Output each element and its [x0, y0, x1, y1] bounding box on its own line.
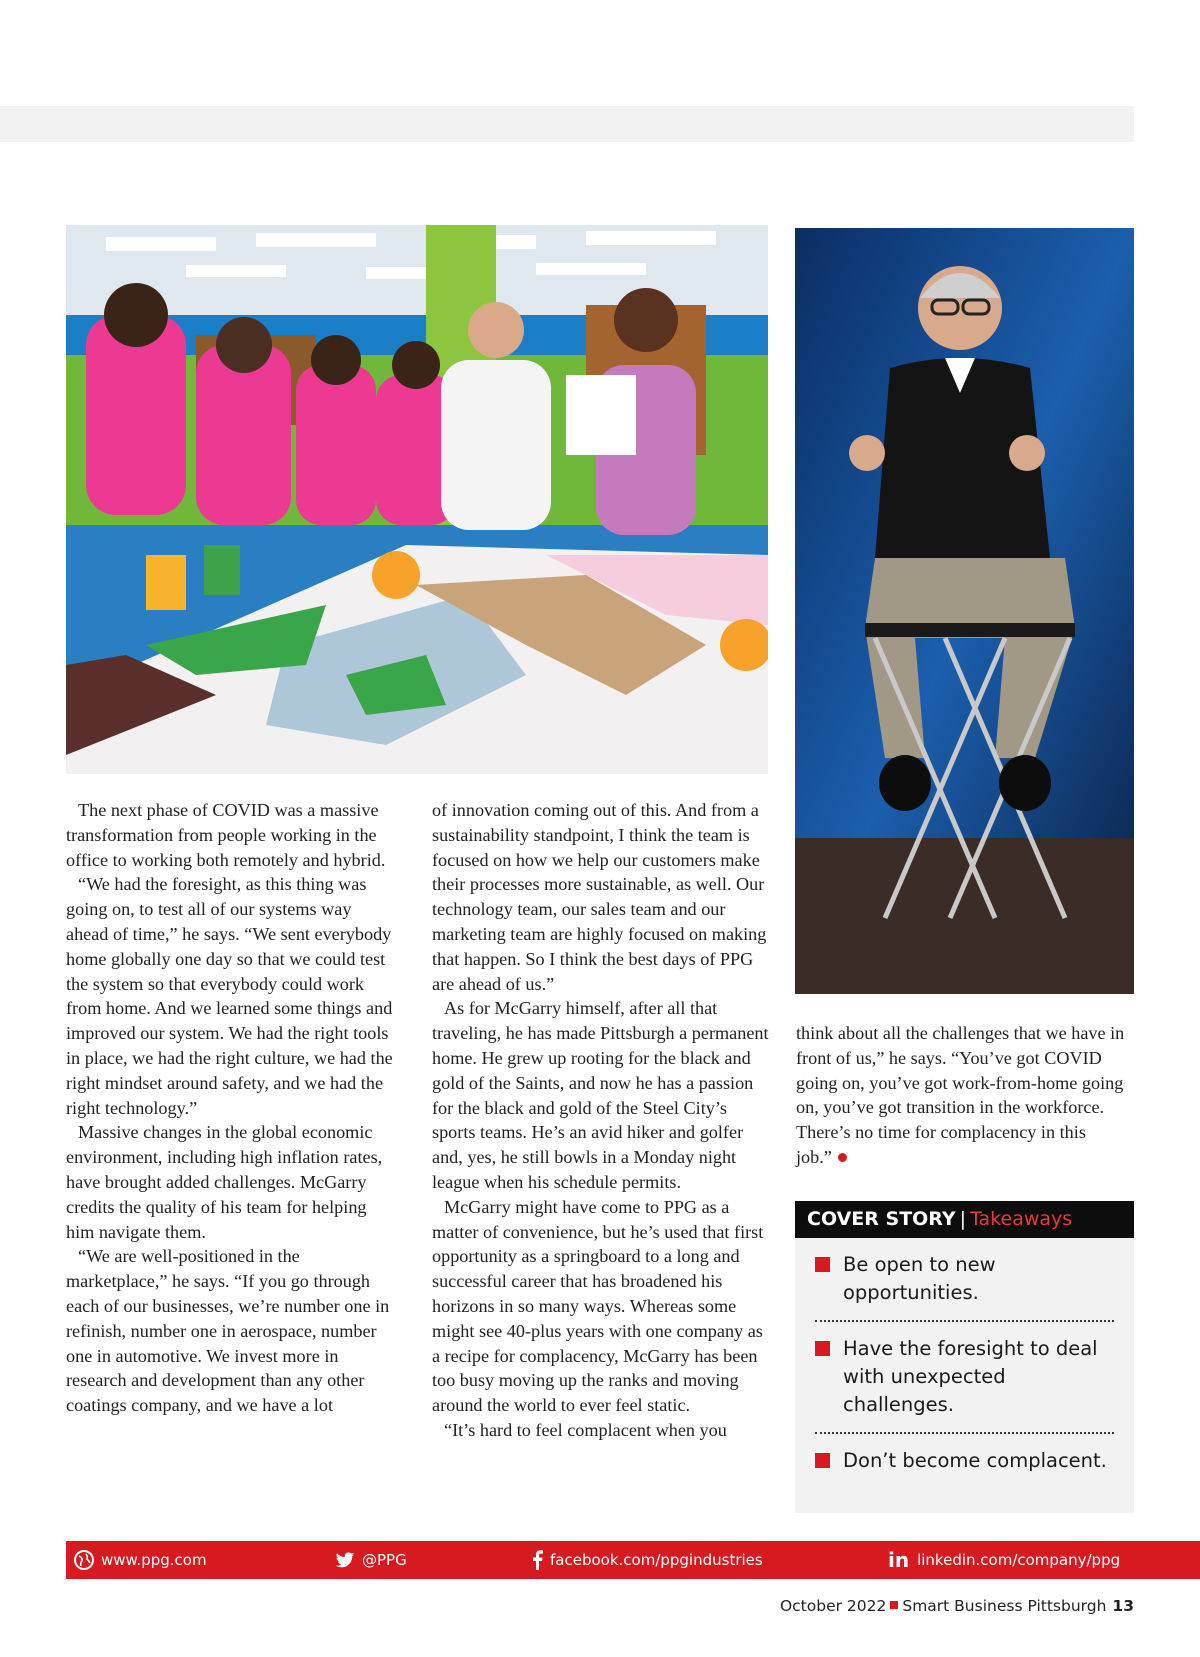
square-bullet-icon — [815, 1453, 830, 1468]
globe-icon — [74, 1550, 94, 1570]
paragraph: “It’s hard to feel complacent when you — [444, 1419, 727, 1440]
takeaways-box — [795, 1201, 1134, 1513]
takeaway-item — [815, 1238, 1114, 1322]
twitter-bird-icon — [335, 1552, 355, 1569]
linkedin-link[interactable] — [888, 1541, 1120, 1579]
facebook-link[interactable] — [532, 1541, 763, 1579]
takeaways-title: COVER STORY — [807, 1208, 956, 1230]
takeaway-text: Be open to new opportunities. — [843, 1253, 996, 1304]
social-link-bar — [66, 1541, 1200, 1579]
paragraph-text: think about all the challenges that we have in front of us,” he says. “You’ve got COVID going on, you’ve got work-from-home going on, you’ve got transition in the workforce. There’s no time for complacency in this job.” — [796, 1023, 1125, 1167]
facebook-icon — [532, 1550, 543, 1570]
linkedin-icon: in — [888, 1548, 910, 1572]
photo-mural-painting — [66, 225, 768, 774]
paragraph: McGarry might have come to PPG as a matter of convenience, but he’s used that first opportunity as a springboard to a long and successful career that has broadened his horizons in so many ways. Whereas some might see 40-plus years with one company as a recipe for complacency, McGarry has been too busy moving up the ranks and moving around the world to ever feel static. — [432, 1196, 764, 1416]
twitter-link[interactable] — [335, 1541, 407, 1579]
takeaways-separator: | — [959, 1208, 967, 1230]
takeaway-text: Have the foresight to deal with unexpected challenges. — [843, 1337, 1098, 1416]
paragraph-final — [796, 1021, 1126, 1170]
publication-name: Smart Business Pittsburgh — [902, 1597, 1107, 1615]
twitter-link-text: @PPG — [362, 1551, 407, 1569]
takeaways-list — [795, 1238, 1134, 1488]
paragraph: of innovation coming out of this. And from a sustainability standpoint, I think the team is focused on how we help our customers make their processes more sustainable, as well. Our technology team, our sales team and our marketing team are highly focused on making that happen. So I think the best days of PPG are ahead of us.” — [432, 800, 767, 994]
page-folio — [780, 1597, 1134, 1615]
article-column-1 — [66, 798, 396, 1418]
takeaway-item — [815, 1434, 1114, 1488]
takeaways-subtitle: Takeaways — [970, 1208, 1073, 1230]
website-link-text: www.ppg.com — [101, 1551, 207, 1569]
linkedin-link-text: linkedin.com/company/ppg — [917, 1551, 1121, 1569]
square-separator-icon — [890, 1601, 898, 1609]
photo-seated-executive — [795, 228, 1134, 994]
article-column-2 — [432, 798, 772, 1443]
facebook-link-text: facebook.com/ppgindustries — [550, 1551, 763, 1569]
square-bullet-icon — [815, 1257, 830, 1272]
end-of-story-dot-icon — [838, 1153, 847, 1162]
takeaways-header — [795, 1201, 1134, 1238]
paragraph: The next phase of COVID was a massive transformation from people working in the office to working both remotely and hybrid. — [66, 800, 386, 870]
page-number: 13 — [1112, 1597, 1134, 1615]
article-column-3 — [796, 1021, 1126, 1170]
website-link[interactable] — [74, 1541, 207, 1579]
paragraph: Massive changes in the global economic environment, including high inflation rates, have brought added challenges. McGarry credits the quality of his team for helping him navigate them. — [66, 1122, 383, 1242]
top-gray-band — [0, 106, 1134, 142]
paragraph: “We are well-positioned in the marketplace,” he says. “If you go through each of our businesses, we’re number one in refinish, number one in aerospace, number one in automotive. We invest more in research and development than any other coatings company, and we have a lot — [66, 1246, 390, 1416]
takeaway-item — [815, 1322, 1114, 1434]
paragraph: As for McGarry himself, after all that traveling, he has made Pittsburgh a permanent home. He grew up rooting for the black and gold of the Saints, and now he has a passion for the black and gold of the Steel City’s sports teams. He’s an avid hiker and golfer and, yes, he still bowls in a Monday night league when his schedule permits. — [432, 998, 769, 1192]
paragraph: “We had the foresight, as this thing was going on, to test all of our systems way ahead of time,” he says. “We sent everybody home globally one day so that we could test the system so that everybody could work from home. And we learned some things and improved our system. We had the right tools in place, we had the right culture, we had the right mindset around safety, and we had the right technology.” — [66, 874, 393, 1118]
takeaway-text: Don’t become complacent. — [843, 1449, 1107, 1472]
square-bullet-icon — [815, 1341, 830, 1356]
issue-date: October 2022 — [779, 1597, 887, 1615]
